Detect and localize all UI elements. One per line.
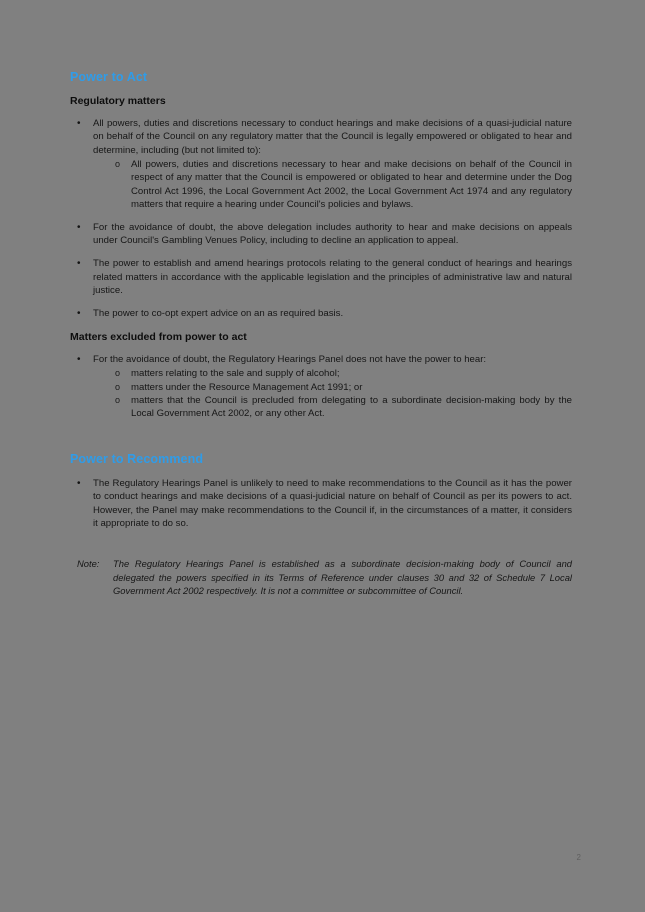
list-item-text: The power to establish and amend hearings protocols relating to the general conduct of hearings and hearings related matters in accordance with the applicable legislation and the principles of administrative law and natural justice. (93, 258, 572, 296)
circle-bullet-marker-icon: o (115, 368, 121, 379)
sub-list-item (93, 158, 572, 212)
subheading-matters-excluded: Matters excluded from power to act (70, 331, 247, 344)
excluded-matters-list (70, 353, 572, 421)
list-item (70, 307, 572, 320)
sub-list-item (93, 367, 572, 380)
sub-list-item (93, 381, 572, 394)
heading-power-to-act: Power to Act (70, 70, 148, 84)
bullet-marker-icon: • (77, 354, 81, 366)
note-label: Note: (77, 558, 100, 570)
heading-power-to-recommend: Power to Recommend (70, 451, 204, 466)
sub-list-item (93, 394, 572, 421)
bullet-marker-icon: • (77, 258, 81, 270)
regulatory-sub-list (93, 158, 572, 212)
sub-list-item-text: matters under the Resource Management Act 1991; or (131, 381, 363, 393)
regulatory-matters-list (70, 117, 572, 320)
list-item-text: The power to co-opt expert advice on an as required basis. (93, 307, 344, 319)
circle-bullet-marker-icon: o (115, 158, 121, 169)
list-item (70, 257, 572, 297)
circle-bullet-marker-icon: o (115, 381, 121, 392)
list-item-text: For the avoidance of doubt, the Regulatory Hearings Panel does not have the power to hear: (93, 354, 487, 366)
note-text: The Regulatory Hearings Panel is established as a subordinate decision-making body of Council and delegated the powers specified in its Terms of Reference under clauses 30 and 32 of Schedule 7 Local Government Act 2002 respectively. It is not a committee or subcommittee of Council. (113, 558, 572, 596)
list-item (70, 221, 572, 248)
sub-list-item-text: matters relating to the sale and supply of alcohol; (131, 368, 340, 380)
bullet-marker-icon: • (77, 221, 81, 233)
list-item (70, 353, 572, 421)
list-item-text: For the avoidance of doubt, the above delegation includes authority to hear and make decisions on appeals under Council's Gambling Venues Policy, including to decline an application to appeal. (93, 221, 572, 247)
bullet-marker-icon: • (77, 477, 81, 489)
bullet-marker-icon: • (77, 118, 81, 129)
list-item (70, 117, 572, 211)
list-item-text: All powers, duties and discretions necessary to conduct hearings and make decisions of a quasi-judicial nature on behalf of the Council on any regulatory matter that the Council is legally empowered or obligated to hear and determine, including (but not limited to): (93, 118, 572, 156)
list-item (70, 477, 572, 531)
list-item-text: The Regulatory Hearings Panel is unlikely to need to make recommendations to the Council as it has the power to conduct hearings and make decisions of a quasi-judicial nature on behalf of Council as per its powers to act. However, the Panel may make recommendations to the Council if, in the circumstances of a matter, it considers it appropriate to do so. (93, 477, 572, 530)
power-to-recommend-list (70, 477, 572, 531)
bullet-marker-icon: • (77, 307, 81, 319)
page-number: 2 (576, 853, 581, 862)
sub-list-item-text: matters that the Council is precluded from delegating to a subordinate decision-making body by the Local Government Act 2002, or any other Act. (131, 395, 572, 420)
subheading-regulatory-matters: Regulatory matters (70, 95, 166, 107)
excluded-sub-list (93, 367, 572, 421)
sub-list-item-text: All powers, duties and discretions necessary to hear and make decisions on behalf of the Council in respect of any matter that the Council is empowered or obligated to hear and determine under the Dog Control Act 1996, the Local Government Act 2002, the Local Government Act 1974 and any regulatory matters that require a hearing under Council's policies and bylaws. (131, 158, 572, 210)
page-content (70, 70, 572, 597)
circle-bullet-marker-icon: o (115, 395, 121, 405)
note-paragraph (70, 557, 572, 597)
